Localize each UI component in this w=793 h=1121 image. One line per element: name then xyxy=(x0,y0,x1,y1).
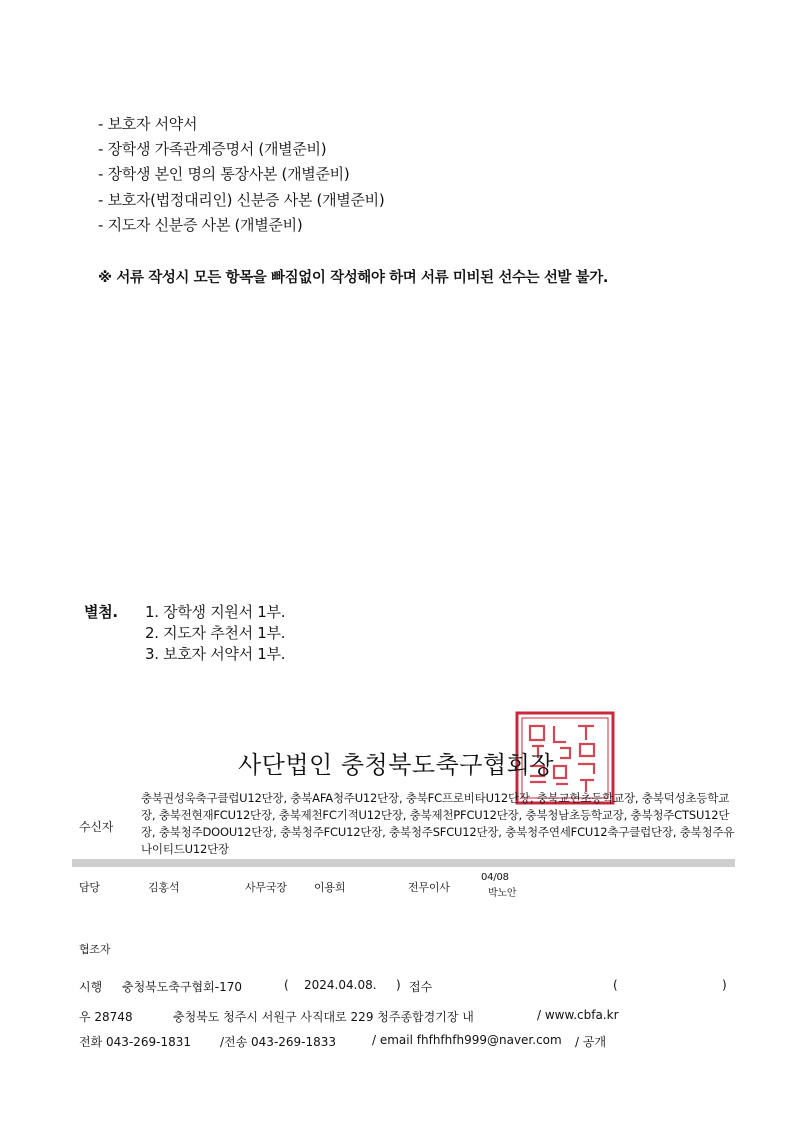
fax-number: /전송 043-269-1833 xyxy=(220,1035,337,1049)
email-link[interactable]: / email fhfhfhfh999@naver.com xyxy=(372,1033,562,1047)
execution-label: 시행 xyxy=(79,980,103,994)
sender-title: 사단법인 충청북도축구협회장 xyxy=(238,751,555,779)
approval-date-director: 04/08 xyxy=(481,872,509,883)
doc-item-family-certificate: - 장학생 가족관계증명서 (개별준비) xyxy=(98,140,327,158)
approval-name-secretary: 이용희 xyxy=(314,881,346,894)
notice-text: ※ 서류 작성시 모든 항목을 빠짐없이 작성해야 하며 서류 미비된 선수는 선발 불가. xyxy=(98,270,609,286)
document-number: 충청북도축구협회-170 xyxy=(122,980,242,994)
divider-bar xyxy=(72,859,735,867)
address: 충청북도 청주시 서원구 사직대로 229 청주종합경기장 내 xyxy=(173,1010,474,1024)
paren-close: ) xyxy=(396,978,401,992)
attachments-label: 별첨. xyxy=(84,603,118,621)
phone-number: 전화 043-269-1831 xyxy=(79,1035,192,1049)
approval-name-staff: 김홍석 xyxy=(148,881,180,894)
paren-open: ( xyxy=(284,978,289,992)
execution-date: 2024.04.08. xyxy=(304,978,377,992)
recipients-list: 충북권성욱축구클럽U12단장, 충북AFA청주U12단장, 충북FC프로비타U12단장, 충북교현초등학교장, 충북덕성초등학교장, 충북전현재FCU12단장, 충북제천FC기적U12단장, 충북제천PFCU12단장, 충북청남초등학교장, 충북청주CTSU12단장, 충북청주DOOU12단장, 충북청주FCU12단장, 충북청주SFCU12단장, 충북청주연세FCU12축구클럽단장, 충북청주유나이티드U12단장 xyxy=(141,791,735,856)
doc-item-bankbook-copy: - 장학생 본인 명의 통장사본 (개별준비) xyxy=(98,165,350,183)
receipt-paren-open: ( xyxy=(613,978,618,992)
approval-role-director: 전무이사 xyxy=(408,881,450,894)
attachment-item: 1. 장학생 지원서 1부. xyxy=(145,603,286,621)
approval-role-secretary: 사무국장 xyxy=(245,881,287,894)
receipt-paren-close: ) xyxy=(722,978,727,992)
postal-code: 우 28748 xyxy=(79,1010,133,1024)
receipt-label: 접수 xyxy=(409,980,433,994)
doc-item-guardian-id-copy: - 보호자(법정대리인) 신분증 사본 (개별준비) xyxy=(98,191,385,209)
approval-role-staff: 담당 xyxy=(79,881,100,894)
approval-name-director: 박노안 xyxy=(488,888,517,899)
attachment-item: 2. 지도자 추천서 1부. xyxy=(145,624,286,642)
attachment-item: 3. 보호자 서약서 1부. xyxy=(145,645,286,663)
doc-item-coach-id-copy: - 지도자 신분증 사본 (개별준비) xyxy=(98,216,303,234)
website-link[interactable]: / www.cbfa.kr xyxy=(537,1008,619,1022)
recipients-label: 수신자 xyxy=(79,820,114,834)
disclosure-status: / 공개 xyxy=(575,1035,607,1049)
doc-item-guardian-pledge: - 보호자 서약서 xyxy=(98,115,198,133)
cooperation-label: 협조자 xyxy=(79,943,111,956)
